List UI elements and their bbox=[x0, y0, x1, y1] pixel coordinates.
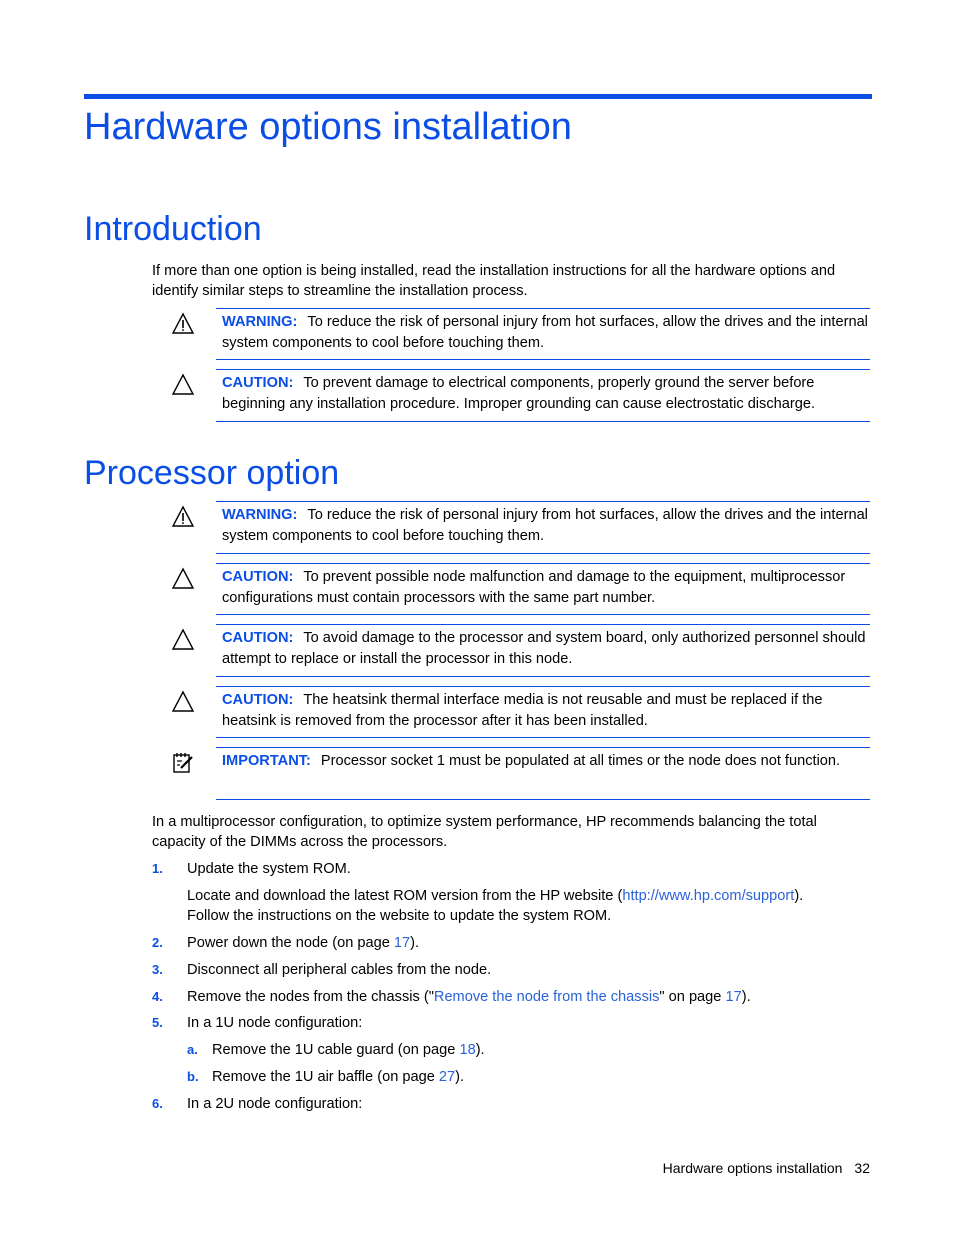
notice-text: To avoid damage to the processor and system board, only authorized personnel should attempt to replace or install the processor in this node. bbox=[222, 630, 866, 667]
substep-letter: b. bbox=[187, 1069, 199, 1084]
step-text-part: Remove the 1U cable guard (on page bbox=[212, 1042, 460, 1058]
notice-caution bbox=[216, 563, 870, 615]
step-text-part: ). bbox=[455, 1069, 465, 1085]
step-text-part: " on page bbox=[659, 989, 726, 1005]
step-text-part: ). bbox=[741, 989, 751, 1005]
section-heading-processor: Processor option bbox=[84, 454, 340, 492]
notice-text: To prevent damage to electrical components, properly ground the server before beginning any installation procedure. Improper grounding can cause electrostatic discharge. bbox=[222, 375, 816, 412]
page-footer bbox=[663, 1158, 870, 1178]
step-text bbox=[187, 987, 751, 1007]
intro-paragraph: If more than one option is being installed, read the installation instructions for all the hardware options and identify similar steps to streamline the installation process. bbox=[152, 263, 836, 299]
substep-text bbox=[212, 1040, 485, 1060]
notice-label: CAUTION: bbox=[222, 692, 294, 708]
notice-warning bbox=[216, 501, 870, 554]
notice-label: CAUTION: bbox=[222, 630, 294, 646]
caution-triangle-icon bbox=[170, 566, 196, 592]
step-text: In a 2U node configuration: bbox=[187, 1096, 363, 1112]
notice-text: The heatsink thermal interface media is not reusable and must be replaced if the heatsink is removed from the processor after it has been installed. bbox=[222, 692, 823, 729]
page-link[interactable]: 18 bbox=[459, 1042, 476, 1058]
processor-paragraph: In a multiprocessor configuration, to optimize system performance, HP recommends balancing the total capacity of the DIMMs across the processors. bbox=[152, 814, 817, 850]
step-text-part: ). bbox=[410, 935, 420, 951]
notice-warning bbox=[216, 308, 870, 360]
notice-label: CAUTION: bbox=[222, 375, 294, 391]
notice-text: To prevent possible node malfunction and damage to the equipment, multiprocessor configurations must contain processors with the same part number. bbox=[222, 569, 846, 606]
chapter-title: Hardware options installation bbox=[84, 106, 572, 148]
step-number: 1. bbox=[152, 861, 163, 876]
detail-text: Locate and download the latest ROM version from the HP website ( bbox=[187, 888, 623, 904]
step-number: 3. bbox=[152, 962, 163, 977]
step-detail bbox=[187, 886, 803, 906]
notice-label: WARNING: bbox=[222, 507, 298, 523]
notice-label: CAUTION: bbox=[222, 569, 294, 585]
warning-triangle-icon bbox=[170, 504, 196, 530]
notice-text: To reduce the risk of personal injury from hot surfaces, allow the drives and the internal system components to cool before touching them. bbox=[222, 314, 868, 351]
page-link[interactable]: 27 bbox=[438, 1069, 456, 1085]
warning-triangle-icon bbox=[170, 311, 196, 337]
notice-important bbox=[216, 747, 870, 800]
notice-caution bbox=[216, 686, 870, 738]
page-number: 32 bbox=[854, 1160, 870, 1176]
step-text-part: Remove the nodes from the chassis (" bbox=[187, 989, 434, 1005]
step-text bbox=[187, 933, 419, 953]
step-text-part: Remove the 1U air baffle (on page bbox=[212, 1069, 439, 1085]
substep-letter: a. bbox=[187, 1042, 198, 1057]
notice-caution bbox=[216, 624, 870, 677]
step-detail-line2: Follow the instructions on the website to update the system ROM. bbox=[187, 908, 612, 924]
step-number: 5. bbox=[152, 1015, 163, 1030]
substep-text bbox=[212, 1067, 464, 1087]
hp-support-link[interactable]: http://www.hp.com/support bbox=[622, 888, 795, 904]
page-link[interactable]: 17 bbox=[725, 989, 742, 1005]
chapter-rule bbox=[84, 94, 872, 99]
remove-node-link[interactable]: Remove the node from the chassis bbox=[433, 989, 660, 1005]
caution-triangle-icon bbox=[170, 372, 196, 398]
notice-caution bbox=[216, 369, 870, 422]
detail-text: ). bbox=[794, 888, 804, 904]
step-number: 2. bbox=[152, 935, 163, 950]
page-link[interactable]: 17 bbox=[393, 935, 411, 951]
step-number: 6. bbox=[152, 1096, 163, 1111]
footer-title: Hardware options installation bbox=[662, 1160, 843, 1176]
section-heading-introduction: Introduction bbox=[84, 210, 262, 248]
caution-triangle-icon bbox=[170, 689, 196, 715]
notice-text: To reduce the risk of personal injury from hot surfaces, allow the drives and the internal system components to cool before touching them. bbox=[222, 507, 868, 544]
step-text: Update the system ROM. bbox=[187, 861, 351, 877]
notice-label: WARNING: bbox=[222, 314, 298, 330]
step-text: Disconnect all peripheral cables from the node. bbox=[187, 962, 492, 978]
notice-text: Processor socket 1 must be populated at all times or the node does not function. bbox=[320, 753, 841, 769]
step-text: In a 1U node configuration: bbox=[187, 1015, 363, 1031]
step-text-part: Power down the node (on page bbox=[187, 935, 394, 951]
step-text-part: ). bbox=[475, 1042, 485, 1058]
step-number: 4. bbox=[152, 989, 163, 1004]
caution-triangle-icon bbox=[170, 627, 196, 653]
important-notepad-icon bbox=[170, 750, 196, 776]
notice-label: IMPORTANT: bbox=[222, 753, 311, 769]
